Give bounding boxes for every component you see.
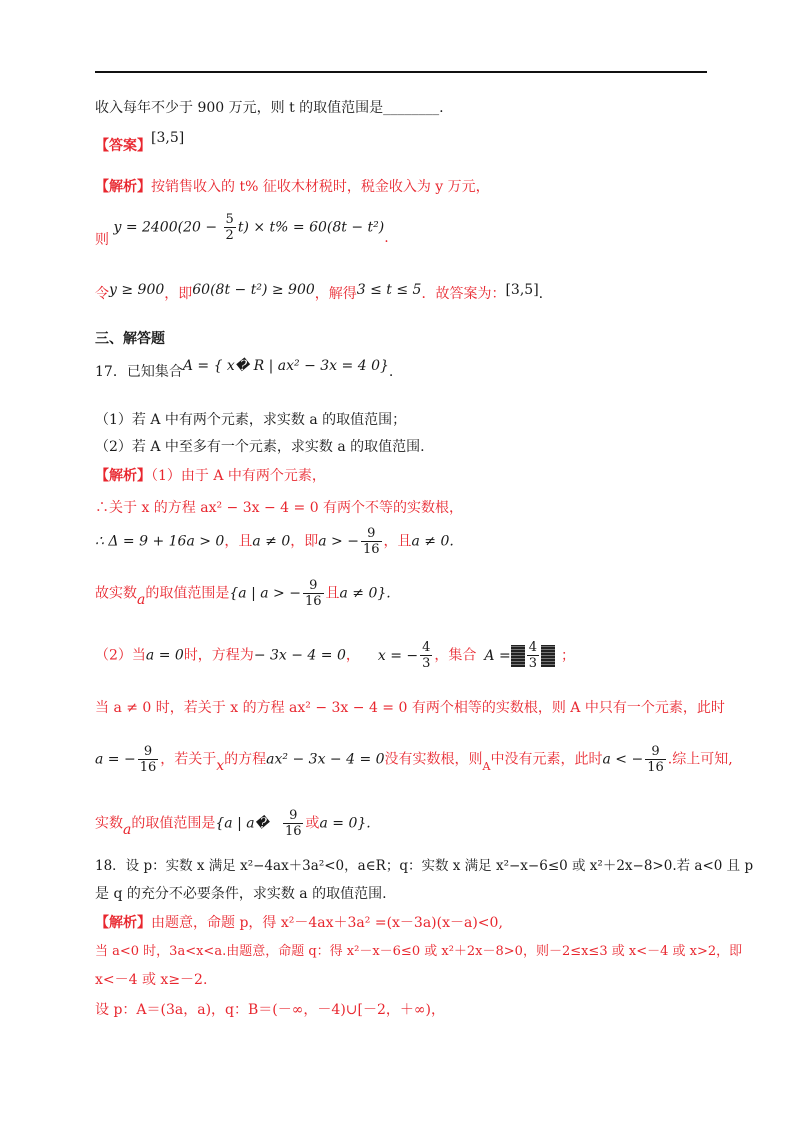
q17-s8-line (95, 808, 371, 848)
q17-s3-line (95, 526, 454, 562)
q17-part1: （1）若 A 中有两个元素，求实数 a 的取值范围； (95, 412, 407, 428)
ling-label: 令 (95, 286, 109, 302)
q17-s7-line (95, 744, 733, 784)
q17-s3-fraction: $\frac{9}{16}$ (362, 526, 380, 557)
q18-solution-line1 (95, 913, 503, 933)
q18-stem-line1: 18．设 p：实数 x 满足 x²−4ax＋3a²<0，a∈R；q：实数 x 满足 x²−x−6≤0 或 x²＋2x−8>0.若 a<0 且 p (95, 858, 754, 874)
q16-answer-line (95, 130, 185, 156)
answer-tag: 【答案】 (95, 138, 151, 154)
q17-s3-aneq0b: a ≠ 0. (411, 533, 454, 550)
q17-s7-j: .综上可知, (667, 751, 733, 768)
ji-expr: 60(8t − t²) ≥ 900 (192, 282, 315, 298)
ze-label: 则 (95, 231, 109, 248)
q17-set: A = { x� R | ax² − 3x = 4 0} (182, 358, 389, 374)
q17-s6: 当 a ≠ 0 时，若关于 x 的方程 ax² − 3x − 4 = 0 有两个相等的实数根，则 A 中只有一个元素，此时 (95, 700, 725, 716)
gu-label: ．故答案为： (421, 286, 506, 302)
section-heading: 三、解答题 (95, 331, 165, 347)
q17-s7-alt: a < − (602, 751, 644, 768)
header-rule (95, 71, 707, 73)
q17-solution-line1 (95, 466, 326, 486)
q17-s5-x: x = − (377, 647, 419, 664)
q17-s7-h: 中没有元素，此时 (490, 751, 603, 768)
solution-tag: 【解析】 (95, 179, 151, 195)
gu-value: [3,5] (505, 282, 539, 298)
q17-part2: （2）若 A 中至多有一个元素，求实数 a 的取值范围. (95, 439, 425, 455)
q17-set-end: . (388, 364, 394, 380)
q17-s5-a: （2）当 (95, 647, 146, 664)
q17-s7-x: x (216, 757, 225, 774)
q16-continuation: 收入每年不少于 900 万元，则 t 的取值范围是________. (95, 100, 444, 116)
q17-s7-eq: ax² − 3x − 4 = 0 (266, 751, 385, 768)
q18-s2: 当 a<0 时，3a<x<a.由题意，命题 q：得 x²－x－6≤0 或 x²＋2x－8>0，则－2≤x≤3 或 x<－4 或 x>2，即 (95, 944, 743, 959)
q17-s5-fraction2: $\frac{4}{3}$ (528, 640, 537, 671)
q17-s7-b: ，若关于 (160, 751, 217, 768)
q17-stem-text: 17．已知集合 (95, 364, 183, 380)
garbled-brace-glyph (511, 645, 525, 667)
q17-s4-end: a ≠ 0}. (339, 585, 391, 602)
q17-s3-ji: ，即 (290, 533, 319, 550)
solution-text: 按销售收入的 t% 征收木材税时，税金收入为 y 万元， (151, 179, 490, 195)
q18-s4: 设 p：A＝(3a，a)，q：B＝(－∞，－4)∪[－2，＋∞)， (95, 1002, 446, 1018)
q17-s7-a: a = − (95, 751, 136, 768)
q16-ling-line (95, 284, 543, 304)
q17-s3-and2: ，且 (383, 533, 412, 550)
q17-s3-agt: a > − (318, 533, 359, 550)
q17-s8-or: 或 (305, 815, 320, 832)
q17-stem (95, 358, 394, 382)
q18-stem-line2: 是 q 的充分不必要条件，求实数 a 的取值范围. (95, 886, 387, 902)
q17-s5-end: ； (561, 647, 575, 664)
garbled-brace-glyph-right (541, 645, 555, 667)
q17-s4-set: {a | a > − (229, 585, 301, 602)
q17-s8-c: 的取值范围是 (131, 815, 216, 832)
eq1-part2: t) × t% = 60(8t − t²) (237, 219, 385, 236)
q17-s8-end: a = 0}. (319, 815, 371, 832)
jiede-label: ，解得 (314, 286, 357, 302)
q16-equation (95, 212, 389, 248)
q17-s8-set: {a | a� (215, 815, 269, 832)
q17-s5-comma: ， (345, 647, 360, 664)
q17-s8-fraction: $\frac{9}{16}$ (284, 808, 302, 839)
q17-s3-delta: ∴ Δ = 9 + 16a > 0 (95, 533, 225, 550)
q17-s3-aneq0: a ≠ 0 (252, 533, 291, 550)
q18-s1: 由题意，命题 p，得 x²－4ax＋3a² =(x－3a)(x－a)<0, (151, 915, 503, 931)
q17-s3-and: ，且 (224, 533, 253, 550)
q17-s4-a: 故实数 (95, 585, 137, 602)
q18-solution-tag: 【解析】 (95, 915, 151, 931)
jiede-expr: 3 ≤ t ≤ 5 (356, 282, 422, 298)
q17-s5-fraction: $\frac{4}{3}$ (422, 640, 431, 671)
q17-s4-c: 的取值范围是 (145, 585, 230, 602)
q17-s7-fraction2: $\frac{9}{16}$ (647, 744, 664, 775)
gu-end: . (538, 286, 544, 302)
q17-s7-A: A (482, 759, 491, 773)
q17-s7-f: 没有实数根，则 (384, 751, 483, 768)
q17-s5-eq: − 3x − 4 = 0 (253, 647, 346, 664)
eq1-end: . (384, 229, 389, 246)
q17-s8-var: a (123, 821, 132, 838)
q17-s5-jihe: ，集合 (434, 647, 477, 664)
q17-s5-line (95, 640, 575, 680)
q17-s5-aeq0: a = 0 (145, 647, 184, 664)
q17-s8-a: 实数 (95, 815, 123, 832)
q17-solution-tag: 【解析】 (95, 468, 151, 484)
ji-label: ，即 (164, 286, 193, 302)
q17-s4-var: a (137, 591, 146, 608)
q17-s5-c: 时，方程为 (183, 647, 254, 664)
q17-s4-fraction: $\frac{9}{16}$ (304, 578, 322, 609)
eq1-part1: y = 2400(20 − (113, 219, 222, 236)
q17-s7-d: 的方程 (224, 751, 267, 768)
q17-s4-line (95, 578, 391, 614)
q17-s5-A: A = (484, 647, 511, 664)
q17-s7-fraction: $\frac{9}{16}$ (139, 744, 157, 775)
q17-s1: （1）由于 A 中有两个元素， (151, 468, 326, 484)
q16-solution-line1 (95, 177, 490, 197)
ling-expr: y ≥ 900 (109, 282, 165, 298)
q18-s3: x<－4 或 x≥－2. (95, 972, 208, 988)
q17-s2: ∴关于 x 的方程 ax² − 3x − 4 = 0 有两个不等的实数根， (95, 500, 464, 516)
eq1-fraction: $\frac{5}{2}$ (225, 212, 234, 243)
answer-value: [3,5] (151, 130, 185, 146)
q17-s4-and: 且 (325, 585, 340, 602)
